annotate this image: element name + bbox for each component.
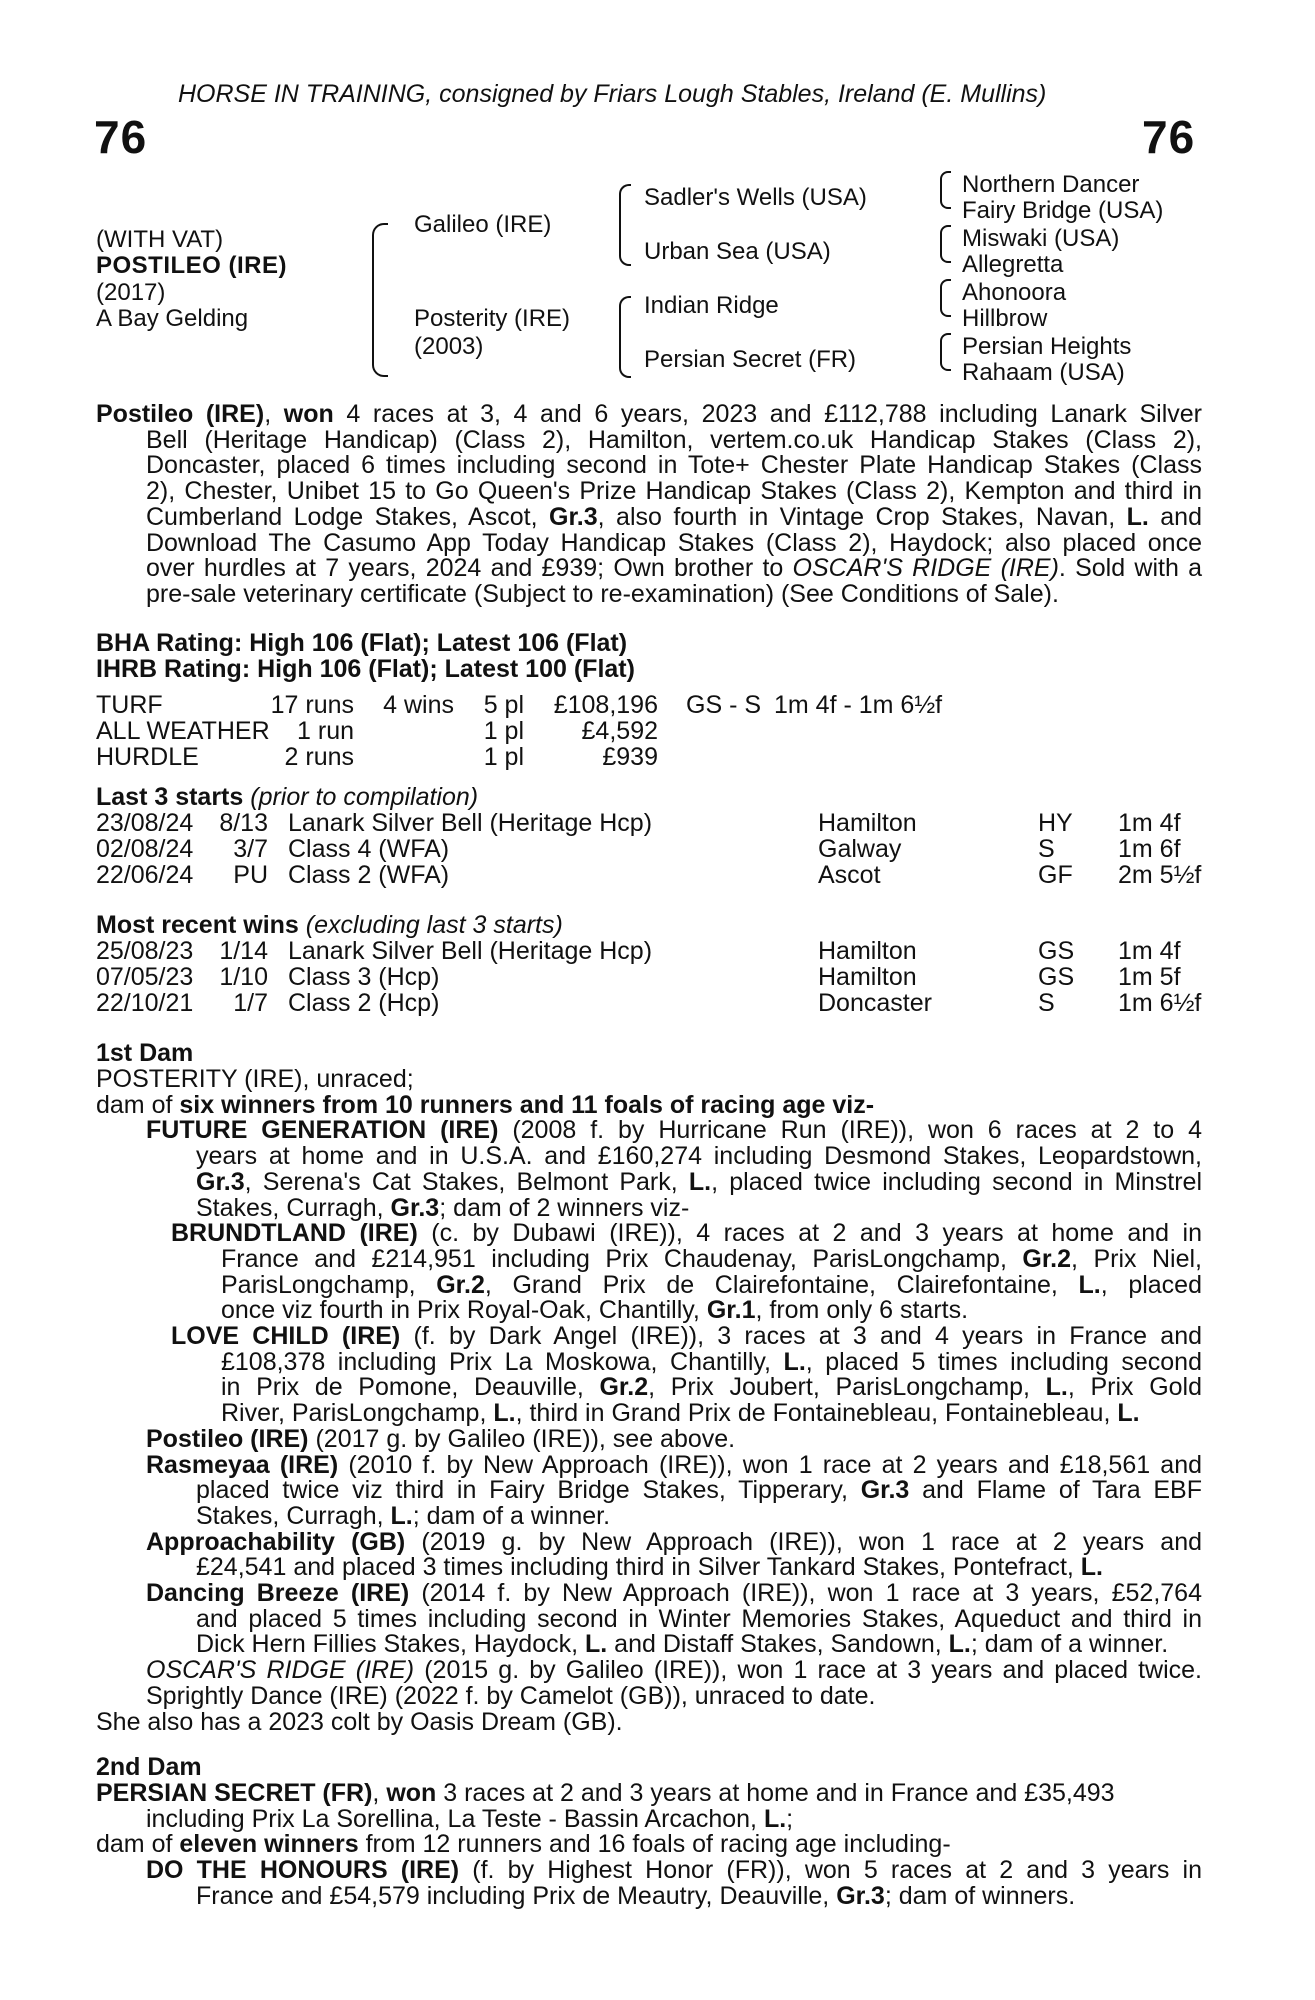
pedigree-segment: River, ParisLongchamp, [221, 1399, 494, 1428]
form-going: S [1038, 989, 1055, 1017]
form-race: Class 4 (WFA) [288, 835, 450, 863]
pedigree-segment: L. [1117, 1399, 1140, 1428]
pedigree-segment: ; dam of 2 winners viz- [439, 1193, 690, 1222]
form-pos: 8/13 [219, 809, 268, 837]
pedigree-segment: years at home and in U.S.A. and £160,274 including Desmond Stakes, Leopardstown, [196, 1142, 1202, 1171]
pedigree-segment: Stakes, Curragh, [196, 1193, 391, 1222]
pedigree-line [96, 1707, 1202, 1736]
pedigree-segment: placed twice viz third in Fairy Bridge Stakes, Tipperary, [196, 1476, 861, 1505]
summary-segment: , [264, 400, 284, 428]
form-race: Class 2 (Hcp) [288, 989, 440, 1017]
pedigree-segment: L. [493, 1399, 516, 1428]
pedigree-line [96, 1144, 1202, 1170]
horse-name: POSTILEO (IRE) [96, 252, 288, 279]
form-pos: PU [233, 861, 268, 889]
pedigree-sire-sire: Sadler's Wells (USA) [644, 184, 867, 211]
pedigree-line [96, 1298, 1202, 1324]
form-row [96, 939, 1206, 965]
form-going: GS [1038, 963, 1075, 991]
summary-segment: over hurdles at 7 years, 2024 and £939; Own brother to [146, 554, 793, 583]
recent-wins-heading [96, 913, 563, 939]
pedigree-line [96, 1681, 1202, 1710]
pedigree-segment: Gr.2 [1022, 1244, 1072, 1273]
pedigree-line [96, 1375, 1202, 1401]
form-race: Lanark Silver Bell (Heritage Hcp) [288, 809, 653, 837]
pedigree-dds: Persian Heights [962, 333, 1132, 360]
form-date: 23/08/24 [96, 809, 194, 837]
pedigree-segment: Gr.3 [390, 1193, 440, 1222]
pedigree-segment: L. [1078, 1270, 1101, 1299]
summary-line: Download The Casumo App Today Handicap Stakes (Class 2), Haydock; also placed once [146, 528, 1202, 557]
pedigree-segment: Gr.3 [196, 1167, 245, 1196]
pedigree-segment: Gr.2 [599, 1373, 649, 1402]
pedigree-segment: L. [783, 1347, 806, 1376]
pedigree-segment: won [386, 1779, 437, 1807]
form-pos: 3/7 [233, 835, 268, 863]
form-dist: 1m 6½f [1118, 989, 1202, 1017]
pedigree-segment: including Prix La Sorellina, La Teste - Bassin Arcachon, [146, 1804, 764, 1833]
pedigree-segment: (2008 f. by Hurricane Run (IRE)), won 6 races at 2 to 4 [498, 1116, 1202, 1145]
pedigree-segment: Dancing Breeze (IRE) [146, 1579, 410, 1608]
pedigree-segment: (f. by Highest Honor (FR)), won 5 races at 2 and 3 years in [459, 1856, 1202, 1885]
form-race: Class 2 (WFA) [288, 861, 450, 889]
pedigree-line [96, 1501, 1202, 1530]
summary-line [96, 502, 1202, 531]
pedigree-line [96, 1832, 1202, 1858]
pedigree-segment: , Prix Gold [1067, 1373, 1203, 1402]
pedigree-dam-year: (2003) [414, 333, 484, 360]
rating-type: HURDLE [96, 743, 199, 771]
form-going: S [1038, 835, 1055, 863]
form-course: Ascot [818, 861, 881, 889]
pedigree-segment: L. [390, 1501, 413, 1530]
rating-going: GS - S [686, 691, 762, 719]
summary-segment: . Sold with a [1058, 554, 1202, 583]
pedigree-segment: LOVE CHILD (IRE) [171, 1322, 401, 1351]
form-race: Lanark Silver Bell (Heritage Hcp) [288, 937, 653, 965]
form-dist: 2m 5½f [1118, 861, 1202, 889]
summary-segment: L. [1126, 502, 1149, 531]
rating-pl: 1 pl [483, 743, 524, 771]
summary-line [96, 402, 1202, 428]
form-date: 22/10/21 [96, 989, 194, 1017]
pedigree-line [96, 1067, 1202, 1093]
pedigree-line [96, 1555, 1202, 1581]
form-dist: 1m 5f [1118, 963, 1181, 991]
pedigree-sdd: Allegretta [962, 251, 1064, 278]
pedigree-segment: dam of [96, 1830, 180, 1859]
first-dam-heading: 1st Dam [96, 1039, 194, 1067]
pedigree-segment: six winners [179, 1090, 316, 1119]
form-course: Doncaster [818, 989, 932, 1017]
summary-line: Bell (Heritage Handicap) (Class 2), Hamilton, vertem.co.uk Handicap Stakes (Class 2), [146, 425, 1202, 454]
form-going: HY [1038, 809, 1073, 837]
pedigree-segment: Stakes, Curragh, [196, 1501, 391, 1530]
pedigree-segment: , placed [1100, 1270, 1202, 1299]
catalogue-title: HORSE IN TRAINING, consigned by Friars Lough Stables, Ireland (E. Mullins) [178, 80, 1047, 108]
rating-row [96, 693, 1206, 719]
recent-wins-note: (excluding last 3 starts) [305, 911, 563, 939]
pedigree-segment: She also has a 2023 colt by Oasis Dream (GB). [96, 1707, 623, 1736]
pedigree-line [96, 1450, 1202, 1479]
pedigree-segment: ParisLongchamp, [221, 1270, 437, 1299]
pedigree-segment: OSCAR'S RIDGE (IRE) [146, 1656, 415, 1685]
rating-type: ALL WEATHER [96, 717, 270, 745]
lot-number-right: 76 [1142, 111, 1196, 163]
pedigree-segment: L. [763, 1804, 787, 1833]
pedigree-segment: , Serena's Cat Stakes, Belmont Park, [244, 1167, 689, 1196]
form-going: GS [1038, 937, 1075, 965]
pedigree-segment: in Prix de Pomone, Deauville, [221, 1373, 600, 1402]
pedigree-segment: Gr.3 [836, 1881, 885, 1910]
pedigree-segment: , Prix Niel, [1071, 1244, 1202, 1273]
pedigree-segment: L. [948, 1630, 971, 1659]
summary-segment: , also fourth in Vintage Crop Stakes, Navan, [597, 502, 1127, 531]
pedigree-segment: (c. by Dubawi (IRE)), 4 races at 2 and 3 years at home and in [417, 1219, 1202, 1248]
pedigree-segment: (2019 g. by New Approach (IRE)), won 1 race at 2 years and [405, 1527, 1203, 1556]
form-row [96, 965, 1206, 991]
summary-segment: Gr.3 [549, 502, 598, 531]
race-record-summary [96, 402, 1202, 608]
pedigree-line [96, 1581, 1202, 1607]
pedigree-segment: POSTERITY (IRE), unraced; [96, 1065, 414, 1093]
pedigree-line [96, 1781, 1202, 1807]
form-course: Hamilton [818, 963, 917, 991]
pedigree-segment: Rasmeyaa (IRE) [146, 1450, 339, 1479]
rating-prize: £4,592 [581, 717, 658, 745]
pedigree-line [96, 1401, 1202, 1427]
lot-number-left: 76 [94, 111, 148, 163]
pedigree-dam-sire: Indian Ridge [644, 292, 779, 319]
last-starts-heading [96, 785, 478, 811]
form-row [96, 991, 1206, 1017]
pedigree-segment: , Grand Prix de Clairefontaine, Clairefontaine, [484, 1270, 1079, 1299]
summary-line: pre-sale veterinary certificate (Subject to re-examination) (See Conditions of Sale). [146, 579, 1059, 608]
form-row [96, 863, 1206, 889]
pedigree-segment: Approachability (GB) [146, 1527, 406, 1556]
pedigree-segment: , from only 6 starts. [755, 1296, 969, 1325]
rating-prize: £108,196 [553, 691, 658, 719]
rating-row [96, 745, 1206, 771]
form-row [96, 837, 1206, 863]
pedigree-segment: (2014 f. by New Approach (IRE)), won 1 race at 3 years, £52,764 [409, 1579, 1202, 1608]
pedigree-segment: , placed 5 times including second [805, 1347, 1202, 1376]
bha-rating: BHA Rating: High 106 (Flat); Latest 106 (Flat) [96, 629, 628, 657]
pedigree-line [96, 1632, 1202, 1658]
pedigree-line [96, 1858, 1202, 1884]
pedigree-dam: Posterity (IRE) [414, 305, 571, 332]
pedigree-segment: and Flame of Tara EBF [909, 1476, 1203, 1505]
pedigree-line [96, 1881, 1202, 1910]
form-date: 02/08/24 [96, 835, 194, 863]
horse-year: (2017) [96, 279, 166, 306]
form-course: Hamilton [818, 809, 917, 837]
pedigree-dam-dam: Persian Secret (FR) [644, 346, 857, 373]
ihrb-rating: IHRB Rating: High 106 (Flat); Latest 100 (Flat) [96, 655, 635, 683]
pedigree-segment: 3 races at 2 and 3 years at home and in France and £35,493 [436, 1779, 1115, 1807]
pedigree-segment: Dick Hern Fillies Stakes, Haydock, [196, 1630, 586, 1659]
form-row [96, 811, 1206, 837]
rating-prize: £939 [602, 743, 658, 771]
pedigree-segment: Postileo (IRE) [146, 1424, 309, 1453]
form-dist: 1m 6f [1118, 835, 1181, 863]
rating-runs: 17 runs [270, 691, 354, 719]
last-starts-note: (prior to compilation) [250, 783, 479, 811]
summary-segment: OSCAR'S RIDGE (IRE) [792, 554, 1059, 583]
pedigree-segment: France and £214,951 including Prix Chaudenay, ParisLongchamp, [221, 1244, 1023, 1273]
pedigree-segment: (2010 f. by New Approach (IRE)), won 1 race at 2 years and £18,561 and [338, 1450, 1202, 1479]
second-dam-heading: 2nd Dam [96, 1753, 202, 1781]
pedigree-line [96, 1270, 1202, 1299]
pedigree-line [96, 1118, 1202, 1144]
pedigree-line [96, 1424, 1202, 1453]
pedigree-segment: BRUNDTLAND (IRE) [171, 1219, 418, 1248]
pedigree-ddd: Rahaam (USA) [962, 359, 1125, 386]
pedigree-dss: Ahonoora [962, 279, 1067, 306]
pedigree-line [96, 1221, 1202, 1247]
rating-runs: 2 runs [284, 743, 354, 771]
pedigree-segment: eleven winners [179, 1830, 359, 1859]
rating-row [96, 719, 1206, 745]
pedigree-sds: Miswaki (USA) [962, 225, 1120, 252]
pedigree-segment: from 12 runners and 16 foals of racing age including- [358, 1830, 951, 1859]
form-date: 07/05/23 [96, 963, 194, 991]
summary-line: Doncaster, placed 6 times including second in Tote+ Chester Plate Handicap Stakes (Class [146, 451, 1202, 480]
form-pos: 1/7 [233, 989, 268, 1017]
summary-segment: Postileo (IRE) [96, 400, 265, 428]
pedigree-segment: L. [585, 1630, 608, 1659]
summary-line [96, 556, 1202, 582]
summary-segment: won [283, 400, 334, 428]
pedigree-segment: L. [1045, 1373, 1068, 1402]
form-course: Galway [818, 835, 902, 863]
form-race: Class 3 (Hcp) [288, 963, 440, 991]
rating-dist: 1m 4f - 1m 6½f [774, 691, 943, 719]
form-dist: 1m 4f [1118, 937, 1181, 965]
pedigree-segment: , [372, 1779, 387, 1807]
pedigree-segment: Gr.3 [860, 1476, 910, 1505]
pedigree-segment: £24,541 and placed 3 times including third in Silver Tankard Stakes, Pontefract, [196, 1553, 1081, 1582]
form-dist: 1m 4f [1118, 809, 1181, 837]
pedigree-segment: ; dam of winners. [884, 1881, 1076, 1910]
pedigree-segment: once viz fourth in Prix Royal-Oak, Chantilly, [221, 1296, 707, 1325]
vat-label: (WITH VAT) [96, 226, 224, 253]
rating-pl: 1 pl [483, 717, 524, 745]
pedigree-segment: DO THE HONOURS (IRE) [146, 1856, 460, 1885]
pedigree-ssd: Fairy Bridge (USA) [962, 197, 1164, 224]
pedigree-segment: L. [688, 1167, 712, 1196]
form-going: GF [1038, 861, 1073, 889]
pedigree-segment: FUTURE GENERATION (IRE) [146, 1116, 499, 1145]
pedigree-line [96, 1090, 1202, 1119]
second-dam-text [96, 1781, 1202, 1910]
form-pos: 1/14 [219, 937, 268, 965]
rating-type: TURF [96, 691, 163, 719]
pedigree-line [96, 1478, 1202, 1504]
last-starts-title: Last 3 starts [96, 783, 244, 811]
pedigree-segment: ; dam of a winner. [970, 1630, 1169, 1659]
pedigree-segment: dam of [96, 1090, 180, 1119]
summary-line: 2), Chester, Unibet 15 to Go Queen's Prize Handicap Stakes (Class 2), Kempton and third in [146, 477, 1202, 506]
pedigree-segment: ; dam of a winner. [412, 1501, 611, 1530]
pedigree-segment: Sprightly Dance (IRE) (2022 f. by Camelot (GB)), unraced to date. [146, 1681, 876, 1710]
pedigree-line [96, 1658, 1202, 1684]
pedigree-segment: , Prix Joubert, ParisLongchamp, [648, 1373, 1046, 1402]
pedigree-segment: , placed twice including second in Minstrel [711, 1167, 1202, 1196]
pedigree-line [96, 1604, 1202, 1633]
pedigree-line [96, 1324, 1202, 1350]
pedigree-segment: from 10 runners and 11 foals of racing age viz- [315, 1090, 875, 1119]
pedigree-segment: (f. by Dark Angel (IRE)), 3 races at 3 and 4 years in France and [400, 1322, 1202, 1351]
pedigree-sire-dam: Urban Sea (USA) [644, 238, 831, 265]
horse-description: A Bay Gelding [96, 305, 249, 332]
rating-pl: 5 pl [483, 691, 524, 719]
pedigree-dsd: Hillbrow [962, 305, 1048, 332]
pedigree-sire: Galileo (IRE) [414, 211, 552, 238]
form-date: 25/08/23 [96, 937, 194, 965]
rating-wins: 4 wins [383, 691, 454, 719]
pedigree-segment: and placed 5 times including second in Winter Memories Stakes, Aqueduct and third in [196, 1604, 1202, 1633]
pedigree-segment: and Distaff Stakes, Sandown, [607, 1630, 949, 1659]
summary-segment: and [1148, 502, 1202, 531]
pedigree-segment: ; [786, 1804, 794, 1833]
pedigree-line [96, 1244, 1202, 1273]
form-pos: 1/10 [219, 963, 268, 991]
rating-runs: 1 run [297, 717, 354, 745]
pedigree-segment: , third in Grand Prix de Fontainebleau, Fontainebleau, [515, 1399, 1118, 1428]
pedigree-line [96, 1527, 1203, 1556]
summary-segment: 4 races at 3, 4 and 6 years, 2023 and £112,788 including Lanark Silver [333, 400, 1202, 428]
pedigree-segment: £108,378 including Prix La Moskowa, Chantilly, [221, 1347, 784, 1376]
pedigree-segment: France and £54,579 including Prix de Meautry, Deauville, [196, 1881, 837, 1910]
pedigree-segment: Gr.2 [436, 1270, 485, 1299]
pedigree-line [96, 1167, 1202, 1196]
pedigree-segment: L. [1080, 1553, 1103, 1582]
pedigree-segment: PERSIAN SECRET (FR) [96, 1779, 373, 1807]
pedigree-segment: (2017 g. by Galileo (IRE)), see above. [308, 1424, 736, 1453]
first-dam-text [96, 1067, 1202, 1735]
form-course: Hamilton [818, 937, 917, 965]
summary-segment: Cumberland Lodge Stakes, Ascot, [146, 502, 549, 531]
pedigree-segment: Gr.1 [706, 1296, 756, 1325]
pedigree-line [96, 1804, 1202, 1833]
recent-wins-title: Most recent wins [96, 911, 299, 939]
form-date: 22/06/24 [96, 861, 194, 889]
pedigree-line [96, 1193, 1202, 1222]
pedigree-line [96, 1347, 1202, 1376]
pedigree-sss: Northern Dancer [962, 171, 1140, 198]
pedigree-segment: (2015 g. by Galileo (IRE)), won 1 race at 3 years and placed twice. [414, 1656, 1203, 1685]
